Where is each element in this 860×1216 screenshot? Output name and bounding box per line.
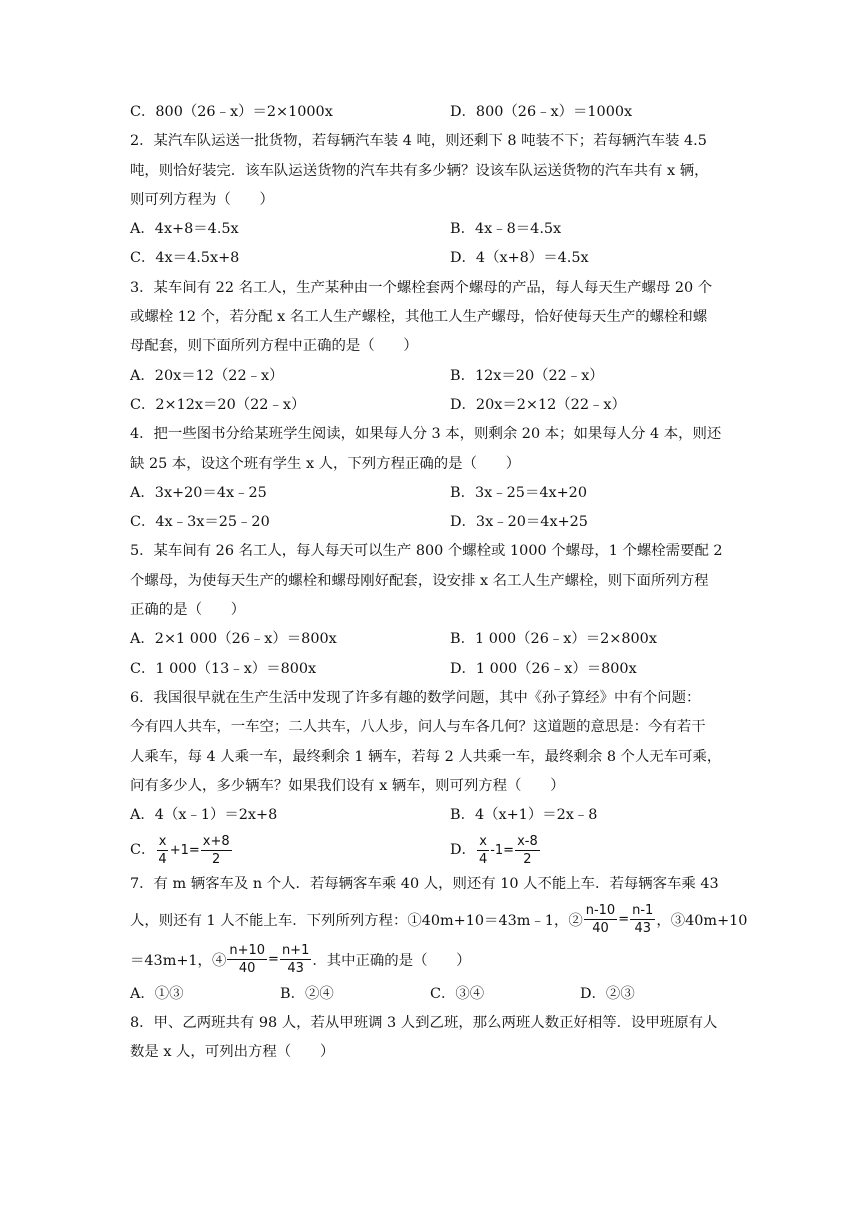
q5-stem-line-1: 5．某车间有 26 名工人，每人每天可以生产 800 个螺栓或 1000 个螺母，1 个螺栓需要配 2 bbox=[130, 543, 723, 560]
q3-stem-line-3: 母配套，则下面所列方程中正确的是（ ） bbox=[130, 338, 418, 355]
q8-stem-line-1: 8．甲、乙两班共有 98 人，若从甲班调 3 人到乙班，那么两班人数正好相等．设甲班原有人 bbox=[130, 1015, 718, 1032]
q2-option-b[interactable]: B．4x﹣8＝4.5x bbox=[450, 221, 562, 238]
question-7 bbox=[130, 870, 770, 1009]
q2-stem-line-2: 吨，则恰好装完．该车队运送货物的汽车共有多少辆？设该车队运送货物的汽车共有 x 辆， bbox=[130, 162, 709, 179]
q7-options bbox=[130, 980, 770, 1009]
q6-option-b[interactable]: B．4（x+1）＝2x﹣8 bbox=[450, 807, 598, 824]
q6-option-c-prefix: C． bbox=[130, 841, 156, 858]
q7-eq4-equals: = bbox=[268, 952, 279, 968]
q3-stem-line-2: 或螺栓 12 个，若分配 x 名工人生产螺栓，其他工人生产螺母，恰好使每天生产的螺栓和螺 bbox=[130, 309, 708, 326]
q6-options-cd bbox=[130, 830, 770, 870]
q5-option-d[interactable]: D．1 000（26﹣x）＝800x bbox=[450, 660, 637, 677]
q2-stem-line-1: 2．某汽车队运送一批货物，若每辆汽车装 4 吨，则还剩下 8 吨装不下；若每辆汽车装 4.5 bbox=[130, 133, 707, 150]
fraction-denominator: 2 bbox=[212, 851, 221, 867]
q6-option-d[interactable] bbox=[450, 830, 770, 870]
question-2 bbox=[130, 127, 770, 273]
q4-option-c[interactable]: C．4x﹣3x＝25﹣20 bbox=[130, 514, 270, 531]
q4-stem-line-2: 缺 25 本，设这个班有学生 x 人，下列方程正确的是（ ） bbox=[130, 455, 521, 472]
q1-option-c[interactable]: C．800（26﹣x）＝2×1000x bbox=[130, 104, 333, 120]
fraction-numerator: n-10 bbox=[585, 903, 616, 919]
question-4 bbox=[130, 420, 770, 537]
fraction-denominator: 2 bbox=[523, 851, 532, 867]
q7-option-b[interactable]: B．②④ bbox=[280, 985, 334, 1002]
q4-options-ab bbox=[130, 479, 770, 508]
q7-stem-line-3 bbox=[130, 940, 770, 980]
q6-option-c-operator: +1= bbox=[169, 842, 200, 858]
q1-option-d[interactable]: D．800（26﹣x）＝1000x bbox=[450, 104, 633, 120]
q4-option-a[interactable]: A．3x+20＝4x﹣25 bbox=[130, 484, 267, 501]
q4-option-b[interactable]: B．3x﹣25＝4x+20 bbox=[450, 484, 587, 501]
q4-stem-line-1: 4．把一些图书分给某班学生阅读，如果每人分 3 本，则剩余 20 本；如果每人分 4 本，则还 bbox=[130, 426, 722, 443]
q2-stem-line-3: 则可列方程为（ ） bbox=[130, 191, 274, 208]
q7-line-2-tail: ，③40m+10 bbox=[656, 913, 748, 930]
q5-stem-line-2: 个螺母，为使每天生产的螺栓和螺母刚好配套，设安排 x 名工人生产螺栓，则下面所列方程 bbox=[130, 572, 709, 589]
q2-options-ab bbox=[130, 215, 770, 244]
fraction-numerator: n+1 bbox=[281, 943, 310, 959]
q7-option-c[interactable]: C．③④ bbox=[430, 985, 485, 1002]
q5-option-c[interactable]: C．1 000（13﹣x）＝800x bbox=[130, 660, 317, 677]
q7-line-3-tail: ．其中正确的是（ ） bbox=[312, 953, 471, 970]
q3-option-a[interactable]: A．20x＝12（22﹣x） bbox=[130, 367, 284, 384]
q4-option-d[interactable]: D．3x﹣20＝4x+25 bbox=[450, 514, 588, 531]
fraction-numerator: x-8 bbox=[517, 833, 538, 849]
q6-option-c-fraction-2 bbox=[201, 834, 232, 867]
q6-option-d-fraction-2 bbox=[515, 834, 540, 867]
q7-stem-line-2 bbox=[130, 900, 770, 940]
fraction-numerator: x+8 bbox=[202, 833, 230, 849]
document-page bbox=[130, 98, 770, 1068]
q5-option-b[interactable]: B．1 000（26﹣x）＝2×800x bbox=[450, 631, 657, 648]
q2-option-d[interactable]: D．4（x+8）＝4.5x bbox=[450, 250, 589, 267]
q3-options-ab bbox=[130, 362, 770, 391]
fraction-numerator: n+10 bbox=[229, 943, 266, 959]
q8-stem-line-2: 数是 x 人，可列出方程（ ） bbox=[130, 1044, 335, 1061]
q6-option-c-fraction-1 bbox=[156, 834, 168, 867]
q6-stem-line-3: 人乘车，每 4 人乘一车，最终剩余 1 辆车，若每 2 人共乘一车，最终剩余 8 个人无车可乘， bbox=[130, 748, 722, 765]
q2-option-a[interactable]: A．4x+8＝4.5x bbox=[130, 221, 239, 238]
q7-option-a[interactable]: A．①③ bbox=[130, 985, 184, 1002]
q6-stem-line-1: 6．我国很早就在生产生活中发现了许多有趣的数学问题，其中《孙子算经》中有个问题： bbox=[130, 689, 701, 706]
question-8 bbox=[130, 1009, 770, 1068]
fraction-denominator: 43 bbox=[634, 921, 651, 937]
fraction-denominator: 40 bbox=[592, 921, 609, 937]
q3-option-b[interactable]: B．12x＝20（22﹣x） bbox=[450, 367, 604, 384]
fraction-denominator: 4 bbox=[478, 851, 488, 867]
q6-option-d-fraction-1 bbox=[477, 834, 489, 867]
q7-line-2-text: 人，则还有 1 人不能上车．下列所列方程：①40m+10＝43m﹣1，② bbox=[130, 913, 583, 930]
fraction-numerator: x bbox=[479, 833, 487, 849]
q6-stem-line-4: 问有多少人，多少辆车？如果我们设有 x 辆车，则可列方程（ ） bbox=[130, 777, 565, 794]
q6-stem-line-2: 今有四人共车，一车空；二人共车，八人步，问人与车各几何？这道题的意思是：今有若干 bbox=[130, 719, 706, 736]
fraction-denominator: 43 bbox=[287, 961, 304, 977]
q5-stem-line-3: 正确的是（ ） bbox=[130, 602, 246, 619]
q6-options-ab bbox=[130, 801, 770, 830]
q6-option-d-prefix: D． bbox=[450, 841, 476, 858]
q5-options-cd bbox=[130, 655, 770, 684]
q7-eq2-fraction-2 bbox=[630, 903, 655, 936]
q3-option-d[interactable]: D．20x＝2×12（22﹣x） bbox=[450, 396, 626, 413]
q4-options-cd bbox=[130, 508, 770, 537]
q7-stem-line-1: 7．有 m 辆客车及 n 个人．若每辆客车乘 40 人，则还有 10 人不能上车．若每辆客车乘 43 bbox=[130, 876, 719, 893]
q6-option-d-operator: -1= bbox=[490, 842, 515, 858]
q7-line-3-head: ＝43m+1，④ bbox=[130, 953, 227, 970]
question-6 bbox=[130, 684, 770, 870]
q7-eq2-fraction-1 bbox=[584, 903, 617, 936]
fraction-numerator: x bbox=[158, 833, 167, 849]
q6-option-c[interactable] bbox=[130, 830, 450, 870]
q3-options-cd bbox=[130, 391, 770, 420]
q7-eq4-fraction-2 bbox=[280, 943, 311, 976]
question-3 bbox=[130, 274, 770, 420]
q7-eq4-fraction-1 bbox=[227, 943, 267, 976]
q2-options-cd bbox=[130, 244, 770, 273]
q7-eq2-equals: = bbox=[618, 912, 630, 928]
q3-option-c[interactable]: C．2×12x＝20（22﹣x） bbox=[130, 396, 306, 413]
fraction-denominator: 40 bbox=[238, 961, 256, 977]
fraction-numerator: n-1 bbox=[632, 903, 654, 919]
fraction-denominator: 4 bbox=[158, 851, 167, 867]
q2-option-c[interactable]: C．4x＝4.5x+8 bbox=[130, 250, 240, 267]
q5-option-a[interactable]: A．2×1 000（26﹣x）＝800x bbox=[130, 631, 337, 648]
q6-option-a[interactable]: A．4（x﹣1）＝2x+8 bbox=[130, 807, 278, 824]
q3-stem-line-1: 3．某车间有 22 名工人，生产某种由一个螺栓套两个螺母的产品，每人每天生产螺母 20 个 bbox=[130, 279, 713, 296]
q1-options-cd bbox=[130, 98, 770, 127]
question-5 bbox=[130, 537, 770, 683]
q7-option-d[interactable]: D．②③ bbox=[580, 985, 635, 1002]
q5-options-ab bbox=[130, 625, 770, 654]
